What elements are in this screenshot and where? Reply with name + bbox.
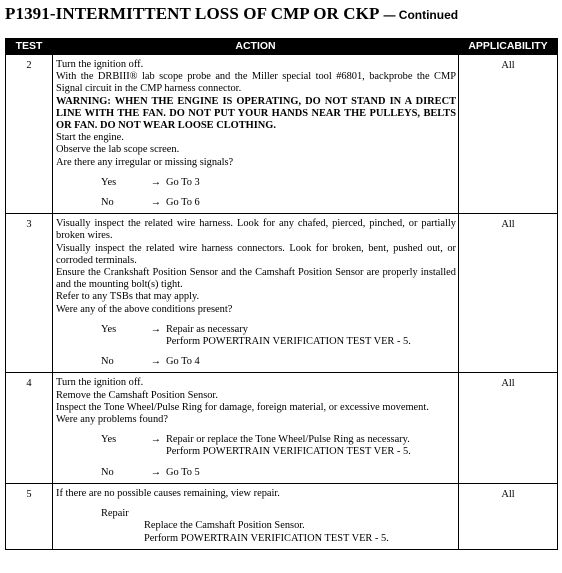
action-cell xyxy=(53,214,459,373)
action-line: Turn the ignition off. xyxy=(56,377,144,389)
answer-label: No xyxy=(101,197,114,209)
continued-label: — Continued xyxy=(383,8,459,22)
warning-text: WARNING: WHEN THE ENGINE IS OPERATING, DO NOT STAND IN A DIRECT LINE WITH THE FAN. DO NOT PUT YOUR HANDS NEAR THE PULLEYS, BELTS OR FAN. DO NOT WEAR LOOSE CLOTHING. xyxy=(56,95,456,132)
answer-label: Yes xyxy=(101,434,117,446)
answer-result xyxy=(166,324,456,348)
result-line: Go To 6 xyxy=(166,197,200,209)
table-row xyxy=(6,55,558,214)
table-header-row xyxy=(6,39,558,55)
action-line: With the DRBIII® lab scope probe and the Miller special tool #6801, backprobe the CMP Signal circuit in the CMP harness connector. xyxy=(56,71,456,95)
action-cell xyxy=(53,55,459,214)
action-line: Ensure the Crankshaft Position Sensor and the Camshaft Position Sensor are properly installed and the mounting bolt(s) tight. xyxy=(56,267,456,291)
action-cell xyxy=(53,483,459,549)
answer-label: Yes xyxy=(101,176,117,188)
answer-result xyxy=(166,467,456,479)
action-line: Visually inspect the related wire harness connectors. Look for broken, bent, pushed out, or corroded terminals. xyxy=(56,242,456,266)
result-line: Perform POWERTRAIN VERIFICATION TEST VER - 5. xyxy=(166,336,411,348)
action-line: Were any of the above conditions present? xyxy=(56,303,233,315)
arrow-icon: → xyxy=(150,356,162,368)
applicability-cell: All xyxy=(459,214,558,373)
answer-label: No xyxy=(101,466,114,478)
table-row xyxy=(6,214,558,373)
action-line: Remove the Camshaft Position Sensor. xyxy=(56,389,218,401)
answer-result xyxy=(166,177,456,189)
result-line: Perform POWERTRAIN VERIFICATION TEST VER - 5. xyxy=(166,446,411,458)
test-number: 3 xyxy=(6,214,53,373)
answer-option xyxy=(56,434,456,458)
answer-option xyxy=(56,197,456,209)
action-line: Start the engine. xyxy=(56,132,124,144)
answer-result xyxy=(166,434,456,458)
answer-label: Yes xyxy=(101,323,117,335)
header-action: ACTION xyxy=(53,39,459,55)
result-line: Repair as necessary xyxy=(166,323,248,335)
answer-result xyxy=(166,356,456,368)
result-line: Go To 3 xyxy=(166,176,200,188)
diagnostic-table xyxy=(5,38,558,550)
title-text: P1391-INTERMITTENT LOSS OF CMP OR CKP xyxy=(5,4,380,23)
test-number: 2 xyxy=(6,55,53,214)
table-row xyxy=(6,483,558,549)
test-number: 4 xyxy=(6,373,53,483)
action-line: If there are no possible causes remaining, view repair. xyxy=(56,487,280,499)
applicability-cell: All xyxy=(459,373,558,483)
action-line: Inspect the Tone Wheel/Pulse Ring for damage, foreign material, or excessive movement. xyxy=(56,401,429,413)
repair-steps xyxy=(101,520,456,544)
action-line: Were any problems found? xyxy=(56,414,168,426)
result-line: Go To 5 xyxy=(166,466,200,478)
repair-label: Repair xyxy=(101,508,129,520)
table-row xyxy=(6,373,558,483)
repair-step: Replace the Camshaft Position Sensor. xyxy=(144,520,305,532)
arrow-icon: → xyxy=(150,434,162,446)
answer-option xyxy=(56,177,456,189)
arrow-icon: → xyxy=(150,197,162,209)
answer-option xyxy=(56,356,456,368)
answer-option xyxy=(56,467,456,479)
page-title xyxy=(5,4,458,24)
action-line: Visually inspect the related wire harness. Look for any chafed, pierced, pinched, or partially broken wires. xyxy=(56,218,456,242)
header-applicability: APPLICABILITY xyxy=(459,39,558,55)
answer-label: No xyxy=(101,356,114,368)
answer-option xyxy=(56,324,456,348)
applicability-cell: All xyxy=(459,483,558,549)
applicability-cell: All xyxy=(459,55,558,214)
action-line: Are there any irregular or missing signals? xyxy=(56,156,234,168)
header-test: TEST xyxy=(6,39,53,55)
test-number: 5 xyxy=(6,483,53,549)
answer-result xyxy=(166,197,456,209)
result-line: Repair or replace the Tone Wheel/Pulse Ring as necessary. xyxy=(166,434,410,446)
repair-step: Perform POWERTRAIN VERIFICATION TEST VER - 5. xyxy=(144,532,389,544)
arrow-icon: → xyxy=(150,176,162,188)
result-line: Go To 4 xyxy=(166,356,200,368)
arrow-icon: → xyxy=(150,466,162,478)
action-cell xyxy=(53,373,459,483)
action-line: Observe the lab scope screen. xyxy=(56,144,180,156)
repair-block xyxy=(56,508,456,545)
action-line: Refer to any TSBs that may apply. xyxy=(56,291,200,303)
arrow-icon: → xyxy=(150,323,162,335)
action-line: Turn the ignition off. xyxy=(56,59,144,70)
